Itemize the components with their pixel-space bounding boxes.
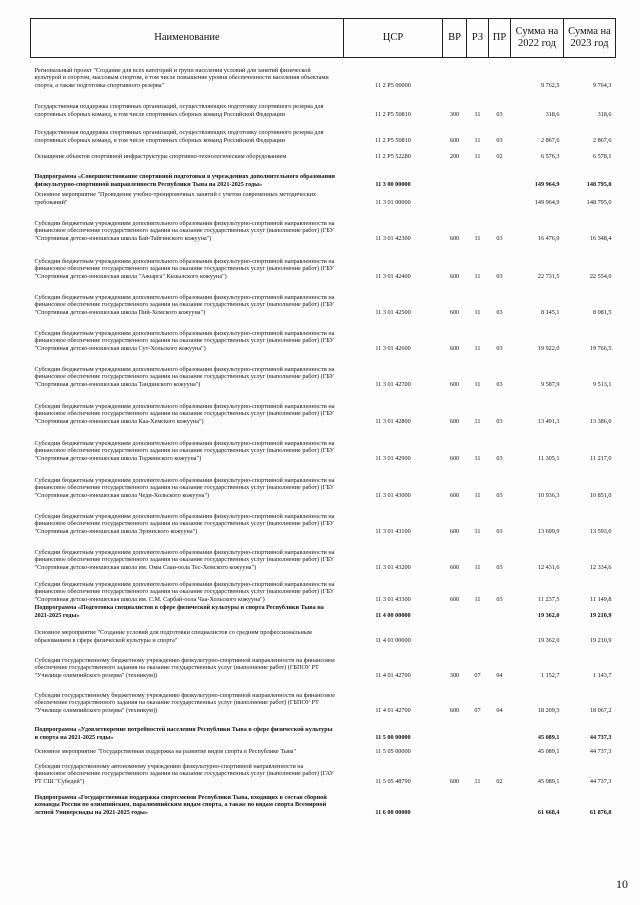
row-pr: 03 (496, 454, 503, 462)
row-pr: 03 (496, 110, 503, 118)
row-csr: 11 5 05 48790 (375, 777, 411, 785)
row-vr (443, 715, 467, 742)
row-vr (443, 620, 467, 645)
row-sum-2023: 318,6 (597, 110, 612, 118)
row-rz (467, 58, 489, 90)
row-sum-2023: 19 210,9 (589, 611, 612, 619)
row-csr: 11 4 01 00000 (375, 636, 411, 644)
document-page (30, 18, 615, 817)
row-pr: 02 (496, 152, 503, 160)
row-name: Подпрограмма «Совершенствование спортивной подготовки в учреждениях дополнительного образования физкультурно-спортивной направленности Республики Тыва на 2021-2025 годы» (34, 173, 336, 188)
row-pr: 03 (496, 595, 503, 603)
row-pr: 03 (496, 380, 503, 388)
row-csr: 11 3 00 00000 (375, 180, 411, 188)
row-rz (467, 620, 489, 645)
row-rz: 11 (474, 595, 481, 603)
row-vr: 600 (449, 308, 460, 316)
row-pr: 03 (496, 308, 503, 316)
row-sum-2022: 9 762,5 (540, 81, 560, 89)
row-name: Субсидии бюджетным учреждениям дополнительного образования физкультурно-спортивной направленности на финансовое обеспечение государственного задания на оказание государственных услуг (выполнение работ) (ГБУ "Спортивная детско-юношеская школа Тандинского кожууна") (34, 365, 335, 388)
table-row (31, 500, 616, 536)
row-sum-2022: 8 145,1 (540, 308, 560, 316)
row-vr: 600 (449, 563, 460, 571)
row-sum-2022: 2 867,6 (540, 136, 560, 144)
header-sum-2023: Сумма на 2023 год (564, 19, 616, 58)
row-rz (467, 742, 489, 756)
row-sum-2022: 45 089,1 (537, 777, 560, 785)
row-name: Государственная поддержка спортивных организаций, осуществляющих подготовку спортивного резерва для спортивных сборных команд, в том числе спортивных сборных команд Российской Федерации (34, 129, 324, 144)
row-sum-2023: 2 867,6 (592, 136, 612, 144)
row-csr: 11 3 01 43200 (375, 563, 411, 571)
row-csr: 11 3 01 42700 (375, 380, 411, 388)
table-row (31, 189, 616, 207)
row-sum-2022: 11 305,1 (538, 454, 560, 462)
row-sum-2022: 1 152,7 (540, 671, 560, 679)
row-name: Основное мероприятие "Создание условий для подготовки специалистов со средним профессиональным образованием в сфере физической культуры и спорта" (34, 629, 312, 644)
row-sum-2023: 22 554,0 (589, 272, 612, 280)
table-row (31, 604, 616, 620)
row-rz: 11 (474, 152, 481, 160)
row-name: Подпрограмма «Удовлетворение потребностей населения Республики Тыва в сфере физической культуры и спорта на 2021-2025 годы» (34, 726, 333, 741)
row-rz: 11 (474, 563, 481, 571)
row-vr (443, 742, 467, 756)
row-name: Субсидии бюджетным учреждениям дополнительного образования физкультурно-спортивной направленности на финансовое обеспечение государственного задания на оказание государственных услуг (выполнение работ) (ГБУ "Спортивная детско-юношеская школа Тоджинского кожууна") (34, 439, 335, 462)
row-rz: 11 (474, 272, 481, 280)
row-csr: 11 3 01 43000 (375, 491, 411, 499)
table-row (31, 207, 616, 243)
table-row (31, 317, 616, 353)
row-vr (443, 161, 467, 189)
row-name: Субсидии государственному бюджетному учреждению физкультурно-спортивной направленности на финансовое обеспечение государственного задания на оказание государственных услуг (выполнение работ) (ГБПОУ РТ "Училище олимпийского резерва" (техникум)) (34, 691, 336, 714)
row-pr: 03 (496, 491, 503, 499)
row-sum-2022: 16 476,9 (537, 234, 560, 242)
row-sum-2022: 149 964,9 (534, 180, 560, 188)
row-rz: 11 (474, 234, 481, 242)
table-row (31, 680, 616, 715)
header-sum-2022: Сумма на 2022 год (511, 19, 564, 58)
row-sum-2022: 18 209,3 (537, 706, 560, 714)
row-vr: 300 (449, 110, 460, 118)
row-pr: 03 (496, 234, 503, 242)
table-row (31, 756, 616, 786)
row-sum-2022: 19 362,0 (537, 636, 560, 644)
row-sum-2023: 148 795,0 (586, 180, 612, 188)
row-sum-2022: 13 491,3 (537, 417, 560, 425)
header-pr: ПР (489, 19, 511, 58)
row-sum-2022: 149 964,9 (534, 198, 560, 206)
row-sum-2023: 19 766,5 (589, 344, 612, 352)
row-vr (443, 604, 467, 620)
row-vr: 600 (449, 234, 460, 242)
row-rz: 11 (474, 417, 481, 425)
table-row (31, 161, 616, 189)
row-csr: 11 5 05 00000 (375, 747, 411, 755)
row-pr: 03 (496, 344, 503, 352)
row-sum-2023: 61 876,8 (589, 808, 612, 816)
row-name: Субсидии бюджетным учреждениям дополнительного образования физкультурно-спортивной направленности на финансовое обеспечение государственного задания на оказание государственных услуг (выполнение работ) (ГБУ "Спортивная детско-юношеская школа Эрзинского кожууна") (34, 512, 335, 535)
row-sum-2022: 19 922,0 (537, 344, 560, 352)
page-number: 10 (616, 877, 628, 891)
row-name: Субсидии бюджетным учреждениям дополнительного образования физкультурно-спортивной направленности на финансовое обеспечение государственного задания на оказание государственных услуг (выполнение работ) (ГБУ "Спортивная детско-юношеская школа Пий-Хемского кожууна") (34, 293, 335, 316)
row-pr (489, 161, 511, 189)
row-csr: 11 4 00 00000 (375, 611, 411, 619)
row-sum-2022: 318,6 (545, 110, 560, 118)
header-vr: ВР (443, 19, 467, 58)
header-csr: ЦСР (344, 19, 443, 58)
row-sum-2023: 1 143,7 (592, 671, 612, 679)
row-sum-2022: 10 936,3 (537, 491, 560, 499)
row-csr: 11 3 01 42400 (375, 272, 411, 280)
row-rz: 11 (474, 136, 481, 144)
row-vr: 600 (449, 417, 460, 425)
row-rz (467, 786, 489, 817)
row-csr: 11 3 01 43100 (375, 527, 411, 535)
row-vr (443, 786, 467, 817)
row-pr: 04 (496, 671, 503, 679)
row-pr: 04 (496, 706, 503, 714)
table-row (31, 463, 616, 500)
table-row (31, 645, 616, 680)
row-name: Субсидии государственному бюджетному учреждению физкультурно-спортивной направленности на финансовое обеспечение государственного задания на оказание государственных услуг (выполнение работ) (ГБПОУ РТ "Училище олимпийского резерва" (техникум)) (34, 656, 336, 679)
row-rz: 07 (474, 706, 481, 714)
row-vr: 300 (449, 671, 460, 679)
row-sum-2023: 44 737,3 (589, 777, 612, 785)
row-rz: 07 (474, 671, 481, 679)
row-sum-2022: 13 699,9 (537, 527, 560, 535)
row-name: Государственная поддержка спортивных организаций, осуществляющих подготовку спортивного резерва для спортивных сборных команд, в том числе спортивных сборных команд Российской Федерации (34, 103, 324, 118)
row-sum-2022: 61 668,4 (537, 808, 560, 816)
row-sum-2023: 11 149,8 (590, 595, 612, 603)
row-pr (489, 58, 511, 90)
row-pr (489, 620, 511, 645)
row-name: Субсидии бюджетным учреждениям дополнительного образования физкультурно-спортивной направленности на финансовое обеспечение государственного задания на оказание государственных услуг (выполнение работ) (ГБУ "Спортивная детско-юношеская школа Бай-Тайгинского кожууна") (34, 219, 335, 242)
row-name: Субсидии бюджетным учреждениям дополнительного образования физкультурно-спортивной направленности на финансовое обеспечение государственного задания на оказание государственных услуг (выполнение работ) (ГБУ "Спортивная детско-юношеская школа Сут-Хольского кожууна") (34, 329, 335, 352)
row-csr: 11 3 01 42800 (375, 417, 411, 425)
row-name: Основное мероприятие "Проведение учебно-тренировочных занятий с учетом современных методических требований" (34, 191, 317, 206)
table-row (31, 572, 616, 604)
row-rz: 11 (474, 344, 481, 352)
row-pr: 03 (496, 563, 503, 571)
table-row (31, 281, 616, 317)
row-csr: 11 3 01 42300 (375, 234, 411, 242)
row-rz (467, 161, 489, 189)
table-row (31, 536, 616, 572)
row-pr (489, 742, 511, 756)
table-row (31, 715, 616, 742)
row-name: Подпрограмма «Подготовка специалистов в сфере физической культуры и спорта Республики Тыва на 2021-2025 годы» (34, 604, 324, 619)
row-csr: 11 4 01 42700 (375, 706, 411, 714)
row-sum-2023: 148 795,0 (586, 198, 612, 206)
row-pr: 03 (496, 272, 503, 280)
row-csr: 11 2 P5 52280 (375, 152, 411, 160)
row-sum-2023: 16 348,4 (589, 234, 612, 242)
row-rz: 11 (474, 380, 481, 388)
row-vr: 600 (449, 491, 460, 499)
table-row (31, 620, 616, 645)
row-rz: 11 (474, 308, 481, 316)
table-row (31, 742, 616, 756)
row-name: Субсидии бюджетным учреждениям дополнительного образования физкультурно-спортивной направленности на финансовое обеспечение государственного задания на оказание государственных услуг (выполнение работ) (ГБУ "Спортивная детско-юношеская школа им. С.М. Сарбай-оола Чаа-Хольского кожууна") (34, 580, 335, 603)
row-vr: 600 (449, 595, 460, 603)
row-pr: 03 (496, 417, 503, 425)
row-sum-2022: 12 431,6 (537, 563, 560, 571)
row-vr: 600 (449, 272, 460, 280)
row-rz: 11 (474, 110, 481, 118)
table-row (31, 786, 616, 817)
table-row (31, 243, 616, 281)
row-vr (443, 58, 467, 90)
table-row (31, 353, 616, 389)
row-sum-2022: 19 362,0 (537, 611, 560, 619)
row-sum-2023: 11 217,0 (590, 454, 612, 462)
row-name: Субсидии бюджетным учреждениям дополнительного образования физкультурно-спортивной направленности на финансовое обеспечение государственного задания на оказание государственных услуг (выполнение работ) (ГБУ "Спортивная детско-юношеская школа Каа-Хемского кожууна") (34, 402, 335, 425)
row-rz (467, 715, 489, 742)
row-csr: 11 4 01 42700 (375, 671, 411, 679)
row-name: Региональный проект "Создание для всех категорий и групп населения условий для занятий физической культурой и спортом, массовым спортом, в том числе повышение уровня обеспеченности населения объектами спорта, а также подготовка спортивного резерва" (34, 66, 329, 89)
row-vr: 200 (449, 152, 460, 160)
row-sum-2023: 19 210,9 (589, 636, 612, 644)
row-csr: 11 2 P5 50810 (375, 110, 411, 118)
row-csr: 11 2 P5 50810 (375, 136, 411, 144)
row-vr: 600 (449, 454, 460, 462)
row-rz: 11 (474, 777, 481, 785)
row-csr: 11 3 01 43300 (375, 595, 411, 603)
row-sum-2023: 10 851,0 (589, 491, 612, 499)
row-csr: 11 2 P5 00000 (375, 81, 411, 89)
row-pr: 03 (496, 527, 503, 535)
row-sum-2023: 13 386,0 (589, 417, 612, 425)
row-pr: 02 (496, 777, 503, 785)
row-name: Субсидии государственному автономному учреждению физкультурно-спортивной направленности на финансовое обеспечение государственного задания на оказание государственных услуг (выполнение работ) (ГАУ РТ СШ "Субедей") (34, 762, 334, 785)
table-row (31, 389, 616, 426)
row-vr: 600 (449, 527, 460, 535)
row-pr (489, 189, 511, 207)
row-sum-2022: 11 237,5 (538, 595, 560, 603)
row-rz: 11 (474, 454, 481, 462)
row-sum-2023: 6 578,1 (592, 152, 612, 160)
row-vr: 600 (449, 777, 460, 785)
row-sum-2022: 22 731,5 (537, 272, 560, 280)
row-vr: 600 (449, 344, 460, 352)
row-rz (467, 604, 489, 620)
row-sum-2023: 13 593,0 (589, 527, 612, 535)
row-csr: 11 3 01 42600 (375, 344, 411, 352)
row-rz (467, 189, 489, 207)
row-sum-2023: 18 067,2 (589, 706, 612, 714)
row-vr: 600 (449, 706, 460, 714)
header-name: Наименование (31, 19, 344, 58)
table-header-row (31, 19, 616, 58)
row-vr: 600 (449, 136, 460, 144)
header-rz: РЗ (467, 19, 489, 58)
row-sum-2022: 45 089,1 (537, 747, 560, 755)
row-pr: 03 (496, 136, 503, 144)
table-row (31, 145, 616, 161)
row-sum-2023: 9 764,3 (592, 81, 612, 89)
row-sum-2022: 45 089,1 (537, 733, 560, 741)
table-row (31, 90, 616, 119)
row-sum-2022: 9 587,9 (540, 380, 560, 388)
row-sum-2022: 6 576,3 (540, 152, 560, 160)
table-row (31, 426, 616, 463)
table-body (31, 58, 616, 817)
row-name: Оснащение объектов спортивной инфраструктуры спортивно-технологическим оборудованием (34, 152, 287, 160)
row-sum-2023: 12 334,6 (589, 563, 612, 571)
row-pr (489, 715, 511, 742)
row-rz: 11 (474, 491, 481, 499)
row-sum-2023: 8 081,5 (592, 308, 612, 316)
row-rz: 11 (474, 527, 481, 535)
budget-table (30, 18, 616, 817)
row-name: Субсидии бюджетным учреждениям дополнительного образования физкультурно-спортивной направленности на финансовое обеспечение государственного задания на оказание государственных услуг (выполнение работ) (ГБУ "Спортивная детско-юношеская школа "Ажырга" Кызылского кожууна") (34, 257, 335, 280)
row-name: Субсидии бюджетным учреждениям дополнительного образования физкультурно-спортивной направленности на финансовое обеспечение государственного задания на оказание государственных услуг (выполнение работ) (ГБУ "Спортивная детско-юношеская школа Чеди-Хольского кожууна") (34, 476, 335, 499)
row-csr: 11 5 00 00000 (375, 733, 411, 741)
table-row (31, 119, 616, 145)
row-csr: 11 3 01 00000 (375, 198, 411, 206)
row-vr: 600 (449, 380, 460, 388)
row-csr: 11 3 01 42900 (375, 454, 411, 462)
row-pr (489, 786, 511, 817)
row-vr (443, 189, 467, 207)
row-pr (489, 604, 511, 620)
row-name: Подпрограмма «Государственная поддержка спортсменов Республики Тыва, входящих в состав сборной команды России по олимпийским, паралимпийским видам спорта, а также по видам спорта Всемирной летней Универсиады на 2021-2025 годы» (34, 793, 327, 816)
table-row (31, 58, 616, 90)
row-sum-2023: 44 737,3 (589, 733, 612, 741)
row-name: Основное мероприятие "Государственная поддержка на развитие видов спорта в Республике Тыва" (34, 747, 297, 755)
row-sum-2023: 44 737,3 (589, 747, 612, 755)
row-name: Субсидии бюджетным учреждениям дополнительного образования физкультурно-спортивной направленности на финансовое обеспечение государственного задания на оказание государственных услуг (выполнение работ) (ГБУ "Спортивная детско-юношеская школа им. Омы Сааи-оола Тес-Хемского кожууна") (34, 548, 335, 571)
row-csr: 11 6 00 00000 (375, 808, 411, 816)
row-sum-2023: 9 513,1 (592, 380, 612, 388)
row-csr: 11 3 01 42500 (375, 308, 411, 316)
